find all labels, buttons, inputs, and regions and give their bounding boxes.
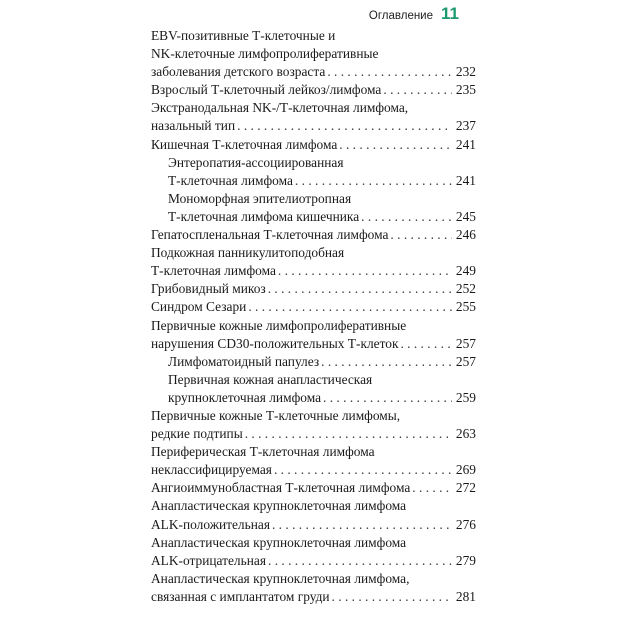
toc-entry-text: Энтеропатия-ассоциированная <box>168 154 344 170</box>
toc-line <box>151 136 476 154</box>
dot-leader <box>339 136 452 154</box>
toc-entry-text: Периферическая Т-клеточная лимфома <box>151 444 375 460</box>
toc-entry-text: Ангиоиммунобластная Т-клеточная лимфома <box>151 480 411 496</box>
dot-leader <box>383 81 452 99</box>
toc-entry-text: Т-клеточная лимфома <box>168 172 293 188</box>
toc-page-number[interactable]: 259 <box>455 389 476 405</box>
toc-entry-text: NK-клеточные лимфопролиферативные <box>151 46 379 62</box>
toc-page-number[interactable]: 232 <box>455 64 476 80</box>
toc-line <box>151 63 476 81</box>
toc-line <box>151 262 476 280</box>
toc-entry-text: Синдром Сезари <box>151 299 247 315</box>
toc-entry-text: ALK-положительная <box>151 516 270 532</box>
toc-entry-text: неклассифицируемая <box>151 462 272 478</box>
toc-line <box>151 317 476 335</box>
toc-line <box>151 208 476 226</box>
toc-line <box>151 479 476 497</box>
header-title: Оглавление <box>368 10 434 22</box>
toc-entry-text: Кишечная Т-клеточная лимфома <box>151 136 338 152</box>
toc-page-number[interactable]: 276 <box>455 516 476 532</box>
toc-line <box>151 45 476 63</box>
toc-line <box>151 154 476 172</box>
toc-page-number[interactable]: 237 <box>455 118 476 134</box>
toc-entry-text: Т-клеточная лимфома <box>151 263 276 279</box>
header-page-number: 11 <box>441 4 459 23</box>
toc-entry-text: назальный тип <box>151 118 236 134</box>
dot-leader <box>332 588 452 606</box>
toc-entry-text: Первичные кожные Т-клеточные лимфомы, <box>151 407 401 423</box>
toc-line <box>151 461 476 479</box>
toc-page-number[interactable]: 249 <box>455 263 476 279</box>
toc-entry-text: крупноклеточная лимфома <box>168 389 322 405</box>
dot-leader <box>327 63 452 81</box>
toc-page-number[interactable]: 246 <box>455 227 476 243</box>
toc-line <box>151 27 476 45</box>
toc-line <box>151 389 476 407</box>
toc-page-number[interactable]: 241 <box>455 172 476 188</box>
running-header <box>369 4 459 24</box>
dot-leader <box>321 353 452 371</box>
toc-line <box>151 280 476 298</box>
toc-page-number[interactable]: 281 <box>455 588 476 604</box>
toc-page-number[interactable]: 272 <box>455 480 476 496</box>
toc-page-number[interactable]: 269 <box>455 462 476 478</box>
table-of-contents <box>151 27 476 606</box>
toc-line <box>151 335 476 353</box>
dot-leader <box>400 335 452 353</box>
toc-page-number[interactable]: 263 <box>455 426 476 442</box>
toc-entry-text: ALK-отрицательная <box>151 552 266 568</box>
toc-entry-text: Грибовидный микоз <box>151 281 266 297</box>
toc-line <box>151 570 476 588</box>
toc-entry-text: Взрослый Т-клеточный лейкоз/лимфома <box>151 82 382 98</box>
toc-entry-text: заболевания детского возраста <box>151 64 326 80</box>
dot-leader <box>245 425 452 443</box>
toc-entry-text: связанная с имплантатом груди <box>151 588 330 604</box>
toc-entry-text: Анапластическая крупноклеточная лимфома, <box>151 570 410 586</box>
dot-leader <box>295 172 452 190</box>
toc-line <box>151 425 476 443</box>
dot-leader <box>272 516 452 534</box>
dot-leader <box>237 117 452 135</box>
toc-page-number[interactable]: 279 <box>455 552 476 568</box>
dot-leader <box>361 208 452 226</box>
toc-entry-text: Экстранодальная NK-/Т-клеточная лимфома, <box>151 100 409 116</box>
toc-entry-text: Подкожная панникулитоподобная <box>151 245 345 261</box>
toc-line <box>151 588 476 606</box>
dot-leader <box>323 389 452 407</box>
toc-line <box>151 172 476 190</box>
toc-line <box>151 534 476 552</box>
toc-entry-text: Т-клеточная лимфома кишечника <box>168 208 360 224</box>
toc-page-number[interactable]: 241 <box>455 136 476 152</box>
dot-leader <box>278 262 452 280</box>
dot-leader <box>390 226 452 244</box>
toc-line <box>151 552 476 570</box>
dot-leader <box>412 479 452 497</box>
toc-entry-text: Лимфоматоидный папулез <box>168 353 320 369</box>
toc-entry-text: редкие подтипы <box>151 426 243 442</box>
dot-leader <box>268 280 452 298</box>
toc-entry-text: нарушения CD30-положительных Т-клеток <box>151 335 399 351</box>
toc-line <box>151 244 476 262</box>
dot-leader <box>248 298 452 316</box>
toc-line <box>151 99 476 117</box>
toc-line <box>151 117 476 135</box>
toc-page-number[interactable]: 245 <box>455 208 476 224</box>
toc-line <box>151 298 476 316</box>
toc-line <box>151 371 476 389</box>
toc-line <box>151 443 476 461</box>
toc-entry-text: Анапластическая крупноклеточная лимфома <box>151 498 407 514</box>
toc-line <box>151 226 476 244</box>
toc-page-number[interactable]: 257 <box>455 335 476 351</box>
toc-line <box>151 407 476 425</box>
toc-line <box>151 353 476 371</box>
toc-entry-text: Анапластическая крупноклеточная лимфома <box>151 534 407 550</box>
toc-line <box>151 497 476 515</box>
dot-leader <box>268 552 452 570</box>
dot-leader <box>274 461 452 479</box>
toc-entry-text: Мономорфная эпителиотропная <box>168 190 352 206</box>
toc-page-number[interactable]: 255 <box>455 299 476 315</box>
toc-page-number[interactable]: 235 <box>455 82 476 98</box>
toc-line <box>151 81 476 99</box>
toc-entry-text: Гепатоспленальная Т-клеточная лимфома <box>151 227 389 243</box>
toc-page-number[interactable]: 257 <box>455 353 476 369</box>
toc-line <box>151 516 476 534</box>
toc-line <box>151 190 476 208</box>
toc-page-number[interactable]: 252 <box>455 281 476 297</box>
toc-entry-text: Первичная кожная анапластическая <box>168 371 373 387</box>
toc-entry-text: EBV-позитивные Т-клеточные и <box>151 28 336 43</box>
toc-entry-text: Первичные кожные лимфопролиферативные <box>151 317 407 333</box>
